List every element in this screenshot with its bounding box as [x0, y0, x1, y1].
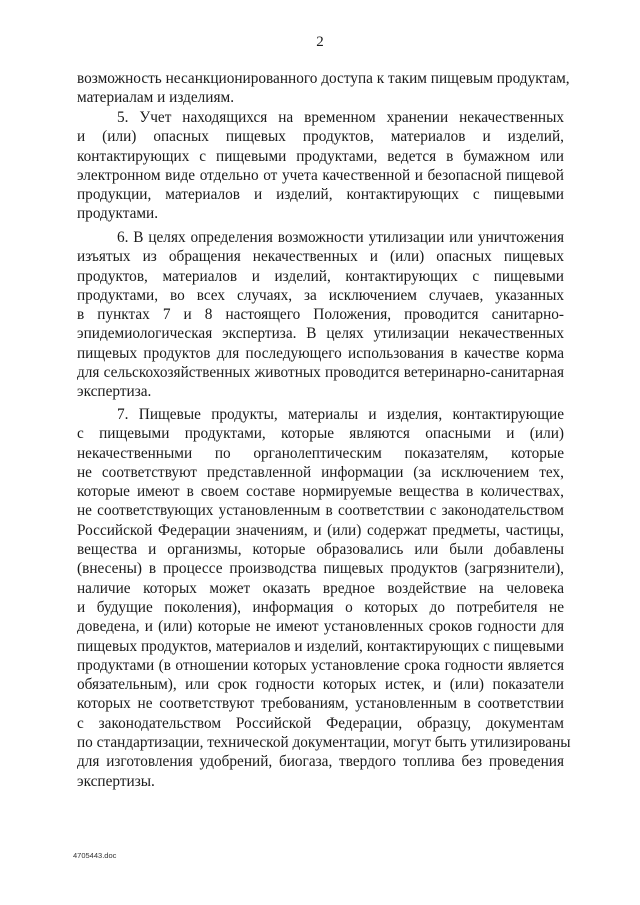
text-line: продуктов, материалов и изделий, контактирующих с пищевыми — [77, 267, 564, 285]
text-line: продуктами. — [77, 205, 159, 223]
text-line: с законодательством Российской Федерации, образцу, документам — [77, 714, 564, 732]
text-line: которые имеют в своем составе нормируемые вещества в количествах, — [77, 483, 564, 501]
text-line: которых не соответствуют требованиям, установленным в соответствии — [77, 695, 564, 713]
text-line: доведена, и (или) которые не имеют установленных сроков годности для — [77, 618, 564, 636]
text-line: вещества и организмы, которые образовались или были добавлены — [77, 541, 564, 559]
text-line: продуктами (в отношении которых установление срока годности является — [77, 656, 564, 674]
text-line: 5. Учет находящихся на временном хранении некачественных — [117, 109, 564, 126]
paragraph-7 — [77, 405, 571, 791]
text-line: эпидемиологическая экспертиза. В целях утилизации некачественных — [77, 325, 564, 343]
text-line: для изготовления удобрений, биогаза, твердого топлива без проведения — [77, 753, 564, 771]
text-line: Российской Федерации значениям, и (или) содержат предметы, частицы, — [77, 521, 564, 539]
text-line: обязательным), или срок годности которых истек, и (или) показатели — [77, 676, 564, 694]
paragraph-6 — [77, 228, 564, 402]
text-line: для сельскохозяйственных животных проводится ветеринарно-санитарная — [77, 364, 564, 382]
intro-continuation — [77, 69, 570, 108]
text-line: пищевых продуктов, материалов и изделий, контактирующих с пищевыми — [77, 637, 564, 655]
text-line: материалам и изделиям. — [77, 89, 235, 107]
text-line: некачественными по органолептическим показателям, которые — [77, 444, 564, 462]
text-line: продуктами, во всех случаях, за исключением случаев, указанных — [77, 286, 564, 304]
text-line: электронном виде отдельно от учета качественной и безопасной пищевой — [77, 166, 564, 184]
text-line: наличие которых может оказать вредное воздействие на человека — [77, 579, 564, 597]
text-line: не соответствуют представленной информации (за исключением тех, — [77, 463, 564, 481]
text-line: и (или) опасных пищевых продуктов, материалов и изделий, — [77, 128, 564, 146]
text-line: экспертиза. — [77, 383, 152, 401]
text-line: (внесены) в процессе производства пищевых продуктов (загрязнители), — [77, 560, 564, 578]
text-line: 6. В целях определения возможности утилизации или уничтожения — [117, 229, 564, 246]
page-number: 2 — [316, 34, 324, 50]
text-line: возможность несанкционированного доступа к таким пищевым продуктам, — [77, 70, 570, 87]
text-line: в пунктах 7 и 8 настоящего Положения, проводится санитарно- — [77, 306, 564, 324]
text-line: продукции, материалов и изделий, контактирующих с пищевыми — [77, 186, 564, 204]
text-line: изъятых из обращения некачественных и (или) опасных пищевых — [77, 248, 564, 266]
text-line: по стандартизации, технической документации, могут быть утилизированы — [77, 734, 571, 752]
text-line: не соответствующих установленным в соответствии с законодательством — [77, 502, 564, 520]
text-line: контактирующих с пищевыми продуктами, ведется в бумажном или — [77, 147, 564, 165]
text-line: с пищевыми продуктами, которые являются опасными и (или) — [77, 425, 564, 443]
text-line: 7. Пищевые продукты, материалы и изделия, контактирующие — [117, 406, 564, 423]
footer-filename: 4705443.doc — [73, 851, 117, 860]
text-line: и будущие поколения), информация о которых до потребителя не — [77, 598, 564, 616]
text-line: пищевых продуктов для последующего использования в качестве корма — [77, 344, 564, 362]
paragraph-5 — [77, 108, 564, 224]
text-line: экспертизы. — [77, 772, 155, 790]
